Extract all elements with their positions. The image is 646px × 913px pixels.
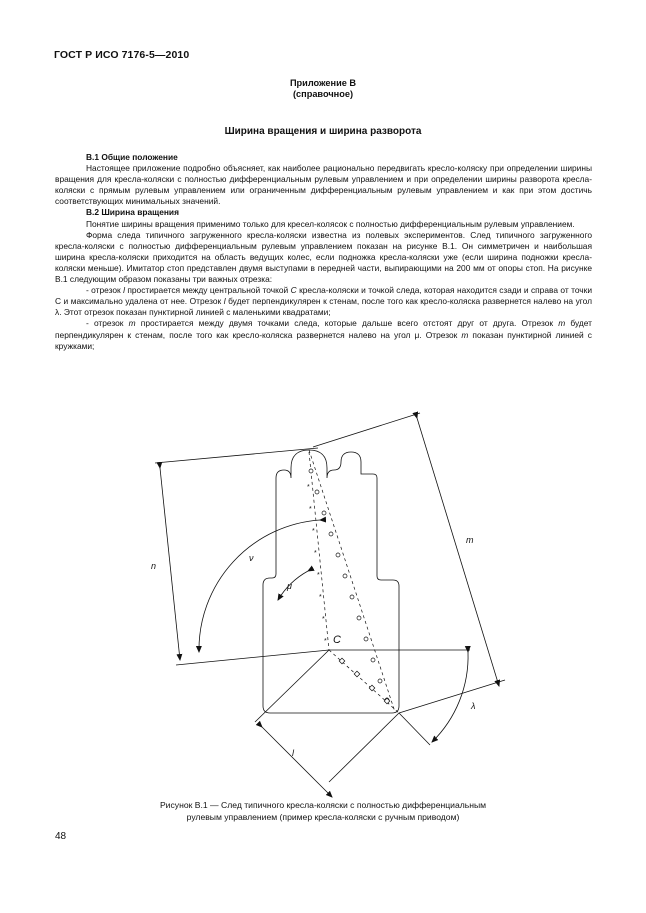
wall-line-l-left bbox=[255, 650, 329, 722]
svg-text:*: * bbox=[322, 616, 325, 623]
label-nu: ν bbox=[249, 553, 254, 563]
paragraph-b2-1: Понятие ширины вращения применимо только для кресел-колясок с полностью дифференциальным рулевым управлением. bbox=[86, 218, 575, 229]
annex-name: Приложение В bbox=[289, 78, 357, 88]
subsection-heading-b2: В.2 Ширина вращения bbox=[86, 207, 179, 218]
segment-l-dashed bbox=[329, 650, 399, 713]
wall-line-n-top bbox=[155, 448, 318, 463]
segment-nu-markers bbox=[307, 484, 327, 645]
paragraph-b1-1: Настоящее приложение подробно объясняет, как наиболее рационально передвигать кресло-коляску при определении ширины вращения для кресла-коляски с полностью дифференциальным рулевым управлением и при определении ширины разворота кресла-коляски с прямым рулевым управлением или ограниченным дифференциальным рулевым управлением и как при этом достичь соответствующих минимальных значений. bbox=[55, 163, 592, 207]
bullet-m-text-d: будет перпендикулярен к стенам, после того как кресло-коляска развернется налево на угол μ. Отрезок bbox=[55, 318, 592, 340]
label-n: n bbox=[151, 561, 157, 571]
bullet-m-text-a: - отрезок bbox=[86, 318, 129, 329]
svg-text:*: * bbox=[314, 550, 317, 557]
bullet-m-text-b: простирается между двумя точками следа, которые дальше всего отстоят друг от друга. Отрезок bbox=[135, 318, 559, 329]
bullet-l-text-a: - отрезок bbox=[86, 285, 124, 296]
bullet-m-symbol-2: m bbox=[558, 318, 566, 329]
figure-caption bbox=[0, 800, 646, 823]
dimension-m bbox=[417, 418, 499, 686]
label-c: C bbox=[333, 634, 341, 646]
svg-text:*: * bbox=[324, 638, 327, 645]
wall-line-n-bottom bbox=[176, 650, 329, 665]
document-header: ГОСТ Р ИСО 7176-5—2010 bbox=[54, 49, 190, 61]
caption-line-1: Рисунок В.1 — След типичного кресла-коляски с полностью дифференциальным bbox=[159, 800, 487, 810]
section-title: Ширина вращения и ширина разворота bbox=[224, 126, 422, 137]
wall-line-m-top bbox=[313, 413, 420, 447]
bullet-l-point-c: C bbox=[290, 285, 297, 296]
bullet-m-text-f: показан пунктирной линией с кружками; bbox=[55, 329, 592, 351]
bullet-m-symbol-3: m bbox=[461, 329, 469, 340]
arc-nu bbox=[199, 520, 320, 652]
dimension-n bbox=[160, 468, 180, 660]
lambda-ray bbox=[399, 713, 430, 745]
bullet-l-symbol-2: l bbox=[223, 296, 226, 307]
bullet-l-text-d: кресла-коляски и точкой следа, которая находится сзади и справа от точки С и максимально удалена от нее. Отрезок bbox=[55, 285, 592, 307]
label-l: l bbox=[292, 748, 294, 758]
svg-text:*: * bbox=[317, 572, 320, 579]
dimension-l bbox=[262, 727, 332, 797]
segment-m-dashed bbox=[309, 450, 395, 712]
annex-note: (справочное) bbox=[292, 89, 353, 99]
bullet-l-symbol: l bbox=[123, 285, 125, 296]
footprint-outline bbox=[263, 450, 399, 713]
bullet-l-text-b: простирается между центральной точкой bbox=[124, 285, 291, 296]
label-mu: μ bbox=[287, 581, 292, 591]
label-lambda: λ bbox=[471, 701, 476, 711]
page-number: 48 bbox=[55, 831, 67, 842]
paragraph-b2-2: Форма следа типичного загруженного кресла-коляски известна из полевых экспериментов. След типичного загруженного кресла-коляски с полностью дифференциальным рулевым управлением показан на рисунке В.1. Он симметричен и наибольшая ширина кресла-коляски приходится на область ведущих колес, если подножка кресла-коляски уже (если ширина подножки кресла-коляски меньше). Имитатор стоп представлен двумя выступами в передней части, выпирающими на 200 мм от опоры стоп. На рисунке В.1 следующим образом показаны три важных отрезка: bbox=[55, 229, 592, 285]
label-m: m bbox=[466, 535, 474, 545]
svg-text:*: * bbox=[309, 506, 312, 513]
wall-line-l-right bbox=[329, 713, 399, 782]
svg-text:*: * bbox=[312, 528, 315, 535]
subsection-heading-b1: В.1 Общие положение bbox=[86, 152, 178, 162]
wall-line-m-bottom bbox=[399, 680, 505, 713]
bullet-m-symbol: m bbox=[128, 318, 136, 329]
svg-text:*: * bbox=[319, 594, 322, 601]
bullet-l-text-f: будет перпендикулярен к стенам, после того как кресло-коляска развернется налево на угол λ. Этот отрезок показан пунктирной линией с маленькими квадратами; bbox=[55, 296, 592, 318]
arc-mu bbox=[278, 571, 308, 600]
svg-text:*: * bbox=[307, 484, 310, 491]
caption-line-2: рулевым управлением (пример кресла-коляски с ручным приводом) bbox=[186, 811, 460, 822]
segment-nu-dashed bbox=[309, 452, 329, 650]
